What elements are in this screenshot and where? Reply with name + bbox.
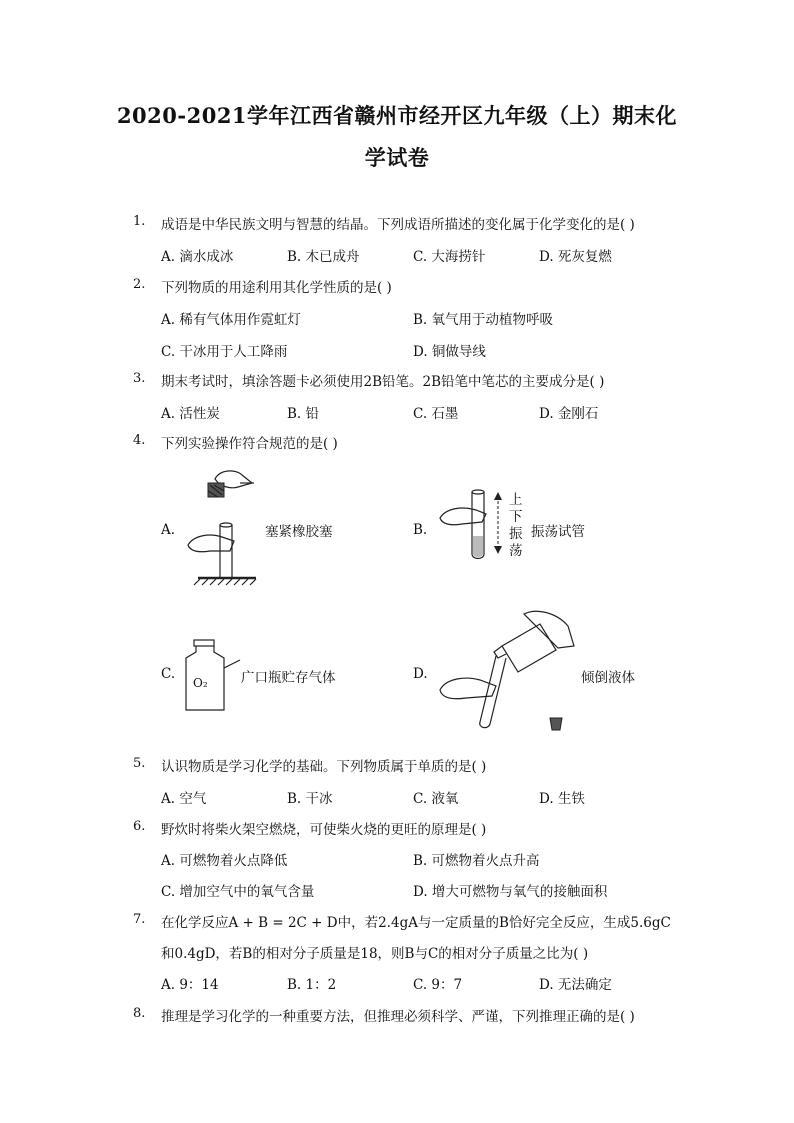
question-number: 4. (133, 433, 146, 448)
option-d[interactable]: D. 生铁 (539, 791, 585, 807)
question-text: 推理是学习化学的一种重要方法，但推理必须科学、严谨，下列推理正确的是( ) (161, 1009, 635, 1025)
question-number: 8. (133, 1006, 146, 1021)
figure-pouring-liquid (436, 606, 586, 736)
figure-stopper-insertion (180, 465, 270, 590)
exam-title-line2: 学试卷 (364, 145, 430, 170)
option-d[interactable]: D. 无法确定 (539, 977, 612, 993)
question-text: 在化学反应A + B = 2C + D中，若2.4gA与一定质量的B恰好完全反应，生成5.6gC (161, 915, 671, 931)
question-text: 认识物质是学习化学的基础。下列物质属于单质的是( ) (161, 759, 487, 775)
option-c[interactable]: C. 大海捞针 (413, 249, 486, 265)
question-text: 成语是中华民族文明与智慧的结晶。下列成语所描述的变化属于化学变化的是( ) (161, 217, 635, 233)
option-d[interactable]: D. (413, 666, 428, 682)
option-c[interactable]: C. 9：7 (413, 977, 463, 993)
bottle-label: O₂ (193, 676, 208, 690)
figure-b-label: 振荡试管 (531, 524, 585, 540)
option-a[interactable]: A. 滴水成冰 (161, 249, 234, 265)
option-a[interactable]: A. 空气 (161, 791, 207, 807)
figure-shaking-test-tube (436, 488, 516, 568)
option-b[interactable]: B. 氧气用于动植物呼吸 (413, 312, 554, 328)
option-c[interactable]: C. 石墨 (413, 406, 459, 422)
option-a[interactable]: A. 可燃物着火点降低 (161, 853, 288, 869)
option-c[interactable]: C. 增加空气中的氧气含量 (161, 884, 315, 900)
option-b[interactable]: B. 干冰 (287, 791, 333, 807)
question-number: 5. (133, 756, 146, 771)
option-c[interactable]: C. (161, 666, 176, 682)
question-number: 1. (133, 214, 146, 229)
option-c[interactable]: C. 液氧 (413, 791, 459, 807)
exam-title-line1: 2020-2021学年江西省赣州市经开区九年级（上）期末化 (116, 103, 678, 128)
question-number: 3. (133, 371, 146, 386)
question-text: 下列物质的用途利用其化学性质的是( ) (161, 280, 392, 296)
option-a[interactable]: A. 9：14 (161, 977, 219, 993)
option-d[interactable]: D. 铜做导线 (413, 344, 486, 360)
question-text: 期末考试时，填涂答题卡必须使用2B铅笔。2B铅笔中笔芯的主要成分是( ) (161, 374, 605, 390)
figure-d-label: 倾倒液体 (581, 670, 635, 686)
option-b[interactable]: B. 木已成舟 (287, 249, 360, 265)
question-number: 2. (133, 277, 146, 292)
option-b[interactable]: B. 1：2 (287, 977, 337, 993)
figure-a-label: 塞紧橡胶塞 (265, 524, 333, 540)
option-d[interactable]: D. 金刚石 (539, 406, 599, 422)
figure-b-arrow-label: 上 下 振 荡 (509, 492, 523, 559)
option-b[interactable]: B. (413, 522, 428, 538)
option-a[interactable]: A. 稀有气体用作霓虹灯 (161, 312, 301, 328)
option-d[interactable]: D. 死灰复燃 (539, 249, 612, 265)
question-number: 6. (133, 819, 146, 834)
option-a[interactable]: A. 活性炭 (161, 406, 220, 422)
option-b[interactable]: B. 铅 (287, 406, 320, 422)
question-text: 野炊时将柴火架空燃烧，可使柴火烧的更旺的原理是( ) (161, 822, 487, 838)
question-text-continued: 和0.4gD，若B的相对分子质量是18，则B与C的相对分子质量之比为( ) (161, 946, 589, 962)
figure-c-label: 广口瓶贮存气体 (241, 670, 336, 686)
option-a[interactable]: A. (161, 522, 176, 538)
option-c[interactable]: C. 干冰用于人工降雨 (161, 344, 288, 360)
option-d[interactable]: D. 增大可燃物与氧气的接触面积 (413, 884, 608, 900)
question-number: 7. (133, 912, 146, 927)
option-b[interactable]: B. 可燃物着火点升高 (413, 853, 540, 869)
question-text: 下列实验操作符合规范的是( ) (161, 436, 338, 452)
